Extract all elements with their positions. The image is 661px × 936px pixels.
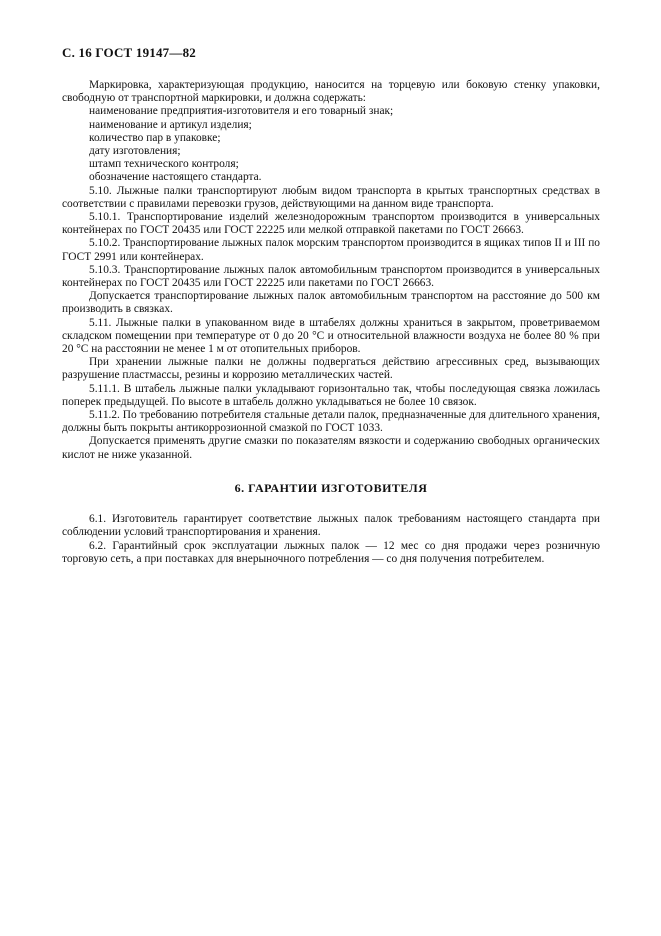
page-header: С. 16 ГОСТ 19147—82 [62,45,196,60]
marking-item: количество пар в упаковке; [89,131,221,144]
marking-item: наименование предприятия-изготовителя и его товарный знак; [89,105,394,118]
clause-5-10-1: 5.10.1. Транспортирование изделий железнодорожным транспортом производится в универсальных контейнерах по ГОСТ 20435 или ГОСТ 22225 или мелкой отправкой пакетами по ГОСТ 26663. [62,211,600,237]
clause-5-11-note: При хранении лыжные палки не должны подвергаться действию агрессивных сред, вызывающих разрушение пластмассы, резины и коррозию металлических частей. [62,356,600,382]
marking-item: штамп технического контроля; [89,158,239,171]
clause-5-10-3: 5.10.3. Транспортирование лыжных палок автомобильным транспортом производится в универсальных контейнерах по ГОСТ 20435 или ГОСТ 22225 или пакетами по ГОСТ 26663. [62,263,600,290]
marking-item: наименование и артикул изделия; [89,118,252,131]
section-6-title: 6. ГАРАНТИИ ИЗГОТОВИТЕЛЯ [234,480,428,495]
clause-6-1: 6.1. Изготовитель гарантирует соответствие лыжных палок требованиям настоящего стандарта при соблюдении условий транспортирования и хранения. [62,513,600,539]
clause-5-10-2: 5.10.2. Транспортирование лыжных палок морским транспортом производится в ящиках типов II и III по ГОСТ 2991 или контейнерах. [62,237,600,263]
clause-6-2: 6.2. Гарантийный срок эксплуатации лыжных палок — 12 мес со дня продажи через розничную торговую сеть, а при поставках для внерыночного потребления — со дня получения потребителем. [62,539,600,565]
marking-item: обозначение настоящего стандарта. [89,171,262,184]
clause-5-11-2: 5.11.2. По требованию потребителя стальные детали палок, предназначенные для длительного хранения, должны быть покрыты антикоррозионной смазкой по ГОСТ 1033. [62,409,600,435]
marking-item: дату изготовления; [89,145,181,158]
clause-5-11: 5.11. Лыжные палки в упакованном виде в штабелях должны храниться в закрытом, проветриваемом складском помещении при температуре от 0 до 20 °С и относительной влажности воздуха не более 80 % при 20 °С на расстоянии не менее 1 м от отопительных приборов. [62,316,600,356]
clause-5-10-3-note: Допускается транспортирование лыжных палок автомобильным транспортом на расстояние до 500 км производить в связках. [62,290,600,316]
marking-intro-paragraph: Маркировка, характеризующая продукцию, наносится на торцевую или боковую стенку упаковки, свободную от транспортной маркировки, и должна содержать: [62,79,600,105]
clause-5-10: 5.10. Лыжные палки транспортируют любым видом транспорта в крытых транспортных средствах в соответствии с правилами перевозки грузов, действующими на данном виде транспорта. [62,184,600,210]
document-body [62,79,600,566]
clause-5-11-1: 5.11.1. В штабель лыжные палки укладывают горизонтально так, чтобы последующая связка ложилась поперек предыдущей. По высоте в штабель должно укладываться не более 10 связок. [62,382,600,408]
clause-5-11-2-note: Допускается применять другие смазки по показателям вязкости и содержанию свободных органических кислот не ниже указанной. [62,435,600,461]
